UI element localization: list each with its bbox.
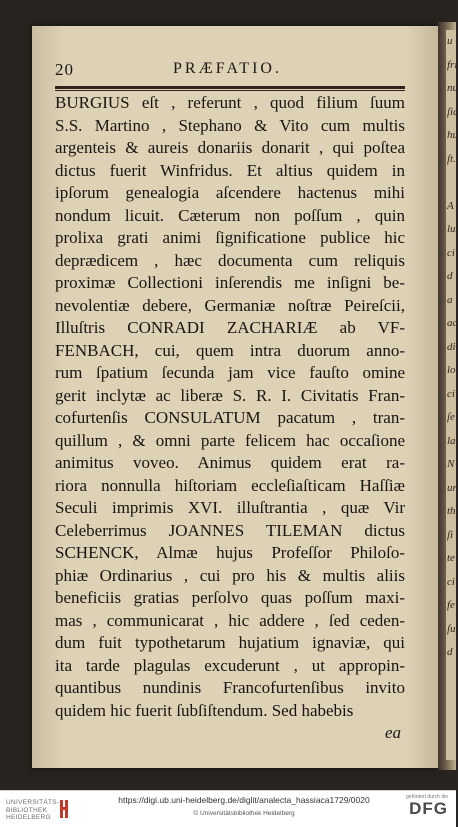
text-line: gerit inclytæ ac liberæ S. R. I. Civitatis Fran- [55,385,405,405]
library-logo-icon [58,799,72,819]
page-number: 20 [55,60,74,79]
facing-page-fragment: la [447,434,456,447]
running-head: PRÆFATIO. [173,60,282,77]
page-header [55,60,405,84]
text-line: mas , communicarat , hic addere , ſed ceden- [55,610,405,630]
facing-page-fragment: N [447,458,455,470]
dfg-logo[interactable] [400,794,448,818]
facing-page-fragment: ci [447,246,455,259]
document-url[interactable]: https://digi.ub.uni-heidelberg.de/diglit/analecta_hassiaca1729/0020 [118,795,370,805]
body-text [55,92,405,745]
facing-page-fragment: ſi [447,528,454,541]
text-line: quillum , & omni parte felicem hac occaſione [55,430,405,450]
copyright-text: © Universitätsbibliothek Heidelberg [193,810,295,817]
facing-page-fragment: hu [447,129,458,141]
text-line: rum ſpatium ſecunda jam vice fauſto omine [55,363,405,382]
text-line: cofurtenſis CONSULATUM pacatum , tran- [55,408,405,427]
facing-page-fragment: ſe [447,411,455,423]
text-line: quidem hic fuerit ſubſiſtendum. Sed habebis [55,700,354,720]
facing-page-fragment: ſu [447,622,456,635]
text-line: argenteis & aureis donariis donarit , qui poſtea [55,138,405,157]
library-logo[interactable] [6,797,86,823]
text-line: beneficiis gratias perſolvo quas poſſum maxi- [55,588,405,607]
facing-page-edge [446,30,456,760]
text-line: S.S. Martino , Stephano & Vito cum multis [55,115,405,135]
text-line: ipſorum genealogia aſcendere hactenus mihi [55,183,405,202]
text-line: nondum licuit. Cæterum non poſſum , quin [55,205,405,225]
facing-page-fragment: te [447,552,455,564]
facing-page-fragment: di [447,340,456,353]
facing-page-fragment: fe [447,599,455,611]
facing-page-fragment: ci [447,575,455,588]
facing-page-fragment: a [447,293,453,306]
header-rule-thin [55,90,405,91]
facing-page-fragment: lo [447,364,456,376]
funder-name: DFG [409,799,448,818]
text-line: nevolentiæ debere, Germaniæ noſtræ Peireſcii, [55,295,405,315]
facing-page-fragment [446,171,456,195]
facing-page-fragment: ur [447,481,457,494]
facing-page-fragment: d [447,646,453,658]
text-line: ita tarde plagulas excuderunt , ut appropin- [55,655,405,675]
library-name: UNIVERSITÄTS- BIBLIOTHEK HEIDELBERG [6,799,60,821]
text-line: quantibus nundinis Francofurtenſibus invito [55,678,405,697]
catchword: ea [384,723,401,742]
text-line: Celeberrimus JOANNES TILEMAN dictus [55,520,405,540]
text-line: animitus voveo. Animus quidem erat ra- [55,453,405,472]
text-line: prolixa grati animi ſignificatione publice hic [55,228,405,247]
facing-page-fragment: ci [447,387,455,400]
text-line: riora nonnulla hiſtoriam eccleſiaſticam Haſſiæ [55,475,405,495]
text-line: Illuſtris CONRADI ZACHARIÆ ab VF- [55,318,405,337]
header-rule [55,86,405,89]
facing-page-fragment: fri [447,58,458,71]
text-line: dum fuit typothetarum hujatium ignaviæ, qui [55,633,405,652]
text-line: BURGIUS eſt , referunt , quod filium ſuum [55,93,405,112]
facing-page-fragment: nu [447,82,458,94]
text-line: proximæ Collectioni inſerendis me inſigni be- [55,273,405,292]
text-line: FENBACH, cui, quem intra duorum anno- [55,340,405,360]
text-line: Seculi imprimis XVI. illuſtrantia , quæ Vir [55,498,405,517]
facing-page-fragment: ſic [447,105,458,118]
text-line: dictus fuerit Winfridus. Et altius quidem in [55,160,405,180]
text-line: phiæ Ordinarius , cui pro his & multis aliis [55,565,405,585]
funder-caption: gefördert durch die [406,794,448,800]
facing-page-fragment: lu [447,223,456,235]
facing-page-fragment: ſt. [447,152,456,165]
facing-page-fragment: d [447,270,453,282]
facing-page-fragment: ac [447,317,458,329]
facing-page-fragment: th [447,505,456,517]
facing-page-fragment: A [447,199,454,212]
text-line: deprædicem , hæc documenta cum reliquis [55,250,405,270]
text-line: SCHENCK, Almæ hujus Profeſſor Philoſo- [55,543,405,562]
facing-page-fragment: u [447,35,453,47]
footer-bar [0,790,456,827]
